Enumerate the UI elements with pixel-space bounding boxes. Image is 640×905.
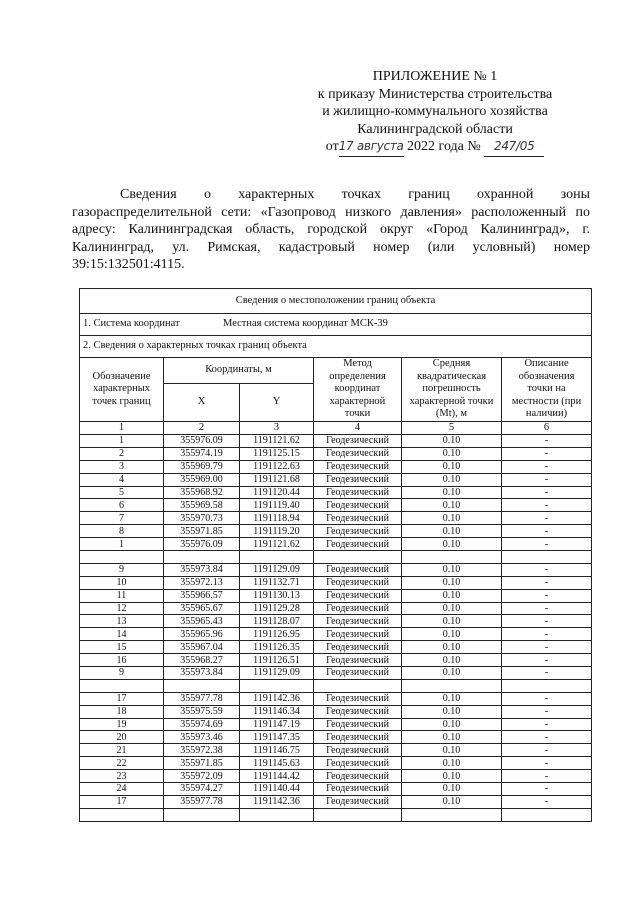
appendix-line-order: к приказу Министерства строительства <box>317 86 553 102</box>
x-coordinate-cell: 355973.84 <box>164 563 240 576</box>
column-number: 5 <box>402 421 502 435</box>
method-cell: Геодезический <box>314 783 402 796</box>
table-row <box>80 512 592 525</box>
description-cell: - <box>502 744 592 757</box>
y-coordinate-cell: 1191118.94 <box>240 512 314 525</box>
point-number-cell: 20 <box>80 731 164 744</box>
description-cell: - <box>502 460 592 473</box>
accuracy-cell: 0.10 <box>402 499 502 512</box>
y-coordinate-cell: 1191121.68 <box>240 473 314 486</box>
x-coordinate-cell: 355970.73 <box>164 512 240 525</box>
table-row <box>80 770 592 783</box>
method-cell: Геодезический <box>314 641 402 654</box>
accuracy-cell: 0.10 <box>402 473 502 486</box>
table-spacer-row <box>80 808 592 821</box>
table-row <box>80 654 592 667</box>
x-coordinate-cell: 355967.04 <box>164 641 240 654</box>
point-number-cell: 3 <box>80 460 164 473</box>
table-row <box>80 667 592 680</box>
x-coordinate-cell: 355968.92 <box>164 486 240 499</box>
empty-cell <box>80 808 164 821</box>
empty-cell <box>240 808 314 821</box>
col-method: Метод определения координат характерной точки <box>314 358 402 422</box>
col-designation: Обозначение характерных точек границ <box>80 358 164 422</box>
empty-cell <box>80 679 164 692</box>
x-coordinate-cell: 355966.57 <box>164 589 240 602</box>
table-row <box>80 744 592 757</box>
method-cell: Геодезический <box>314 576 402 589</box>
x-coordinate-cell: 355976.09 <box>164 538 240 551</box>
empty-cell <box>402 551 502 564</box>
table-row <box>80 783 592 796</box>
coordinate-system-row <box>80 314 592 336</box>
x-coordinate-cell: 355973.46 <box>164 731 240 744</box>
empty-cell <box>314 551 402 564</box>
y-coordinate-cell: 1191121.62 <box>240 538 314 551</box>
intro-text: Сведения о характерных точках границ охранной зоны газораспределительной сети: «Газопровод низкого давления» расположенный по адресу: Калининградская область, городской округ «Город Калининград», г. Калининград, ул. Римская, кадастровый номер (или условный) номер 39:15:132501:4115. <box>72 187 590 273</box>
col-x: X <box>164 383 240 421</box>
x-coordinate-cell: 355972.38 <box>164 744 240 757</box>
y-coordinate-cell: 1191130.13 <box>240 589 314 602</box>
empty-cell <box>502 808 592 821</box>
accuracy-cell: 0.10 <box>402 692 502 705</box>
x-coordinate-cell: 355968.27 <box>164 654 240 667</box>
column-number: 2 <box>164 421 240 435</box>
method-cell: Геодезический <box>314 705 402 718</box>
col-coordinates: Координаты, м <box>164 358 314 384</box>
accuracy-cell: 0.10 <box>402 447 502 460</box>
x-coordinate-cell: 355972.13 <box>164 576 240 589</box>
empty-cell <box>240 551 314 564</box>
table-row <box>80 576 592 589</box>
accuracy-cell: 0.10 <box>402 641 502 654</box>
x-coordinate-cell: 355976.09 <box>164 435 240 448</box>
accuracy-cell: 0.10 <box>402 435 502 448</box>
table-row <box>80 641 592 654</box>
column-number: 4 <box>314 421 402 435</box>
description-cell: - <box>502 654 592 667</box>
column-numbers-row <box>80 421 592 435</box>
y-coordinate-cell: 1191126.51 <box>240 654 314 667</box>
y-coordinate-cell: 1191128.07 <box>240 615 314 628</box>
description-cell: - <box>502 641 592 654</box>
method-cell: Геодезический <box>314 667 402 680</box>
description-cell: - <box>502 473 592 486</box>
x-coordinate-cell: 355965.67 <box>164 602 240 615</box>
description-cell: - <box>502 576 592 589</box>
accuracy-cell: 0.10 <box>402 615 502 628</box>
point-number-cell: 22 <box>80 757 164 770</box>
y-coordinate-cell: 1191147.19 <box>240 718 314 731</box>
point-number-cell: 19 <box>80 718 164 731</box>
empty-cell <box>402 679 502 692</box>
table-row <box>80 447 592 460</box>
method-cell: Геодезический <box>314 692 402 705</box>
x-coordinate-cell: 355977.78 <box>164 795 240 808</box>
x-coordinate-cell: 355977.78 <box>164 692 240 705</box>
x-coordinate-cell: 355973.84 <box>164 667 240 680</box>
description-cell: - <box>502 486 592 499</box>
accuracy-cell: 0.10 <box>402 512 502 525</box>
x-coordinate-cell: 355969.58 <box>164 499 240 512</box>
point-number-cell: 1 <box>80 435 164 448</box>
point-number-cell: 15 <box>80 641 164 654</box>
appendix-line-ministry: и жилищно-коммунального хозяйства <box>322 104 548 119</box>
method-cell: Геодезический <box>314 628 402 641</box>
handwritten-number: 247/05 <box>494 139 535 153</box>
empty-cell <box>502 679 592 692</box>
point-number-cell: 9 <box>80 667 164 680</box>
accuracy-cell: 0.10 <box>402 460 502 473</box>
description-cell: - <box>502 718 592 731</box>
x-coordinate-cell: 355969.00 <box>164 473 240 486</box>
method-cell: Геодезический <box>314 654 402 667</box>
point-number-cell: 18 <box>80 705 164 718</box>
empty-cell <box>240 679 314 692</box>
x-coordinate-cell: 355974.69 <box>164 718 240 731</box>
intro-paragraph <box>72 186 590 274</box>
description-cell: - <box>502 525 592 538</box>
method-cell: Геодезический <box>314 757 402 770</box>
point-number-cell: 6 <box>80 499 164 512</box>
empty-cell <box>80 551 164 564</box>
appendix-header <box>300 68 570 157</box>
table-row <box>80 615 592 628</box>
point-number-cell: 10 <box>80 576 164 589</box>
point-number-cell: 23 <box>80 770 164 783</box>
coordinate-system-label: 1. Система координат <box>83 318 180 330</box>
method-cell: Геодезический <box>314 525 402 538</box>
table-row <box>80 731 592 744</box>
accuracy-cell: 0.10 <box>402 770 502 783</box>
y-coordinate-cell: 1191121.62 <box>240 435 314 448</box>
x-coordinate-cell: 355974.27 <box>164 783 240 796</box>
column-number: 3 <box>240 421 314 435</box>
y-coordinate-cell: 1191147.35 <box>240 731 314 744</box>
accuracy-cell: 0.10 <box>402 718 502 731</box>
y-coordinate-cell: 1191132.71 <box>240 576 314 589</box>
x-coordinate-cell: 355974.19 <box>164 447 240 460</box>
accuracy-cell: 0.10 <box>402 538 502 551</box>
description-cell: - <box>502 589 592 602</box>
method-cell: Геодезический <box>314 538 402 551</box>
y-coordinate-cell: 1191142.36 <box>240 795 314 808</box>
y-coordinate-cell: 1191126.35 <box>240 641 314 654</box>
table-row <box>80 589 592 602</box>
table-row <box>80 563 592 576</box>
description-cell: - <box>502 783 592 796</box>
col-description: Описание обозначения точки на местности (при наличии) <box>502 358 592 422</box>
x-coordinate-cell: 355971.85 <box>164 525 240 538</box>
table-row <box>80 795 592 808</box>
accuracy-cell: 0.10 <box>402 486 502 499</box>
accuracy-cell: 0.10 <box>402 757 502 770</box>
accuracy-cell: 0.10 <box>402 783 502 796</box>
y-coordinate-cell: 1191146.75 <box>240 744 314 757</box>
method-cell: Геодезический <box>314 744 402 757</box>
table-row <box>80 486 592 499</box>
point-number-cell: 2 <box>80 447 164 460</box>
point-number-cell: 7 <box>80 512 164 525</box>
point-number-cell: 14 <box>80 628 164 641</box>
accuracy-cell: 0.10 <box>402 795 502 808</box>
column-number: 6 <box>502 421 592 435</box>
y-coordinate-cell: 1191145.63 <box>240 757 314 770</box>
point-number-cell: 11 <box>80 589 164 602</box>
x-coordinate-cell: 355969.79 <box>164 460 240 473</box>
column-number: 1 <box>80 421 164 435</box>
empty-cell <box>314 679 402 692</box>
table-row <box>80 435 592 448</box>
table-row <box>80 460 592 473</box>
point-number-cell: 9 <box>80 563 164 576</box>
col-y: Y <box>240 383 314 421</box>
y-coordinate-cell: 1191129.09 <box>240 563 314 576</box>
point-number-cell: 17 <box>80 692 164 705</box>
table-row <box>80 705 592 718</box>
method-cell: Геодезический <box>314 563 402 576</box>
method-cell: Геодезический <box>314 447 402 460</box>
empty-cell <box>502 551 592 564</box>
point-number-cell: 16 <box>80 654 164 667</box>
accuracy-cell: 0.10 <box>402 576 502 589</box>
y-coordinate-cell: 1191119.20 <box>240 525 314 538</box>
empty-cell <box>402 808 502 821</box>
x-coordinate-cell: 355965.96 <box>164 628 240 641</box>
method-cell: Геодезический <box>314 770 402 783</box>
y-coordinate-cell: 1191120.44 <box>240 486 314 499</box>
description-cell: - <box>502 435 592 448</box>
coordinate-system-value: Местная система координат МСК-39 <box>223 318 388 330</box>
table-row <box>80 602 592 615</box>
accuracy-cell: 0.10 <box>402 563 502 576</box>
accuracy-cell: 0.10 <box>402 667 502 680</box>
method-cell: Геодезический <box>314 512 402 525</box>
empty-cell <box>164 808 240 821</box>
y-coordinate-cell: 1191142.36 <box>240 692 314 705</box>
description-cell: - <box>502 499 592 512</box>
accuracy-cell: 0.10 <box>402 525 502 538</box>
method-cell: Геодезический <box>314 589 402 602</box>
description-cell: - <box>502 447 592 460</box>
handwritten-date: 17 августа <box>338 139 404 153</box>
y-coordinate-cell: 1191144.42 <box>240 770 314 783</box>
description-cell: - <box>502 538 592 551</box>
description-cell: - <box>502 705 592 718</box>
y-coordinate-cell: 1191129.09 <box>240 667 314 680</box>
table-row <box>80 538 592 551</box>
accuracy-cell: 0.10 <box>402 654 502 667</box>
method-cell: Геодезический <box>314 473 402 486</box>
description-cell: - <box>502 602 592 615</box>
description-cell: - <box>502 731 592 744</box>
table-row <box>80 499 592 512</box>
y-coordinate-cell: 1191126.95 <box>240 628 314 641</box>
accuracy-cell: 0.10 <box>402 744 502 757</box>
method-cell: Геодезический <box>314 435 402 448</box>
point-number-cell: 21 <box>80 744 164 757</box>
date-prefix: от <box>325 139 339 154</box>
x-coordinate-cell: 355971.85 <box>164 757 240 770</box>
description-cell: - <box>502 615 592 628</box>
table-row <box>80 757 592 770</box>
accuracy-cell: 0.10 <box>402 589 502 602</box>
empty-cell <box>314 808 402 821</box>
y-coordinate-cell: 1191119.40 <box>240 499 314 512</box>
y-coordinate-cell: 1191125.15 <box>240 447 314 460</box>
boundary-points-table <box>79 288 592 822</box>
appendix-date-line <box>300 138 570 157</box>
table-spacer-row <box>80 679 592 692</box>
description-cell: - <box>502 563 592 576</box>
method-cell: Геодезический <box>314 486 402 499</box>
point-number-cell: 13 <box>80 615 164 628</box>
method-cell: Геодезический <box>314 718 402 731</box>
description-cell: - <box>502 757 592 770</box>
point-number-cell: 24 <box>80 783 164 796</box>
y-coordinate-cell: 1191146.34 <box>240 705 314 718</box>
method-cell: Геодезический <box>314 795 402 808</box>
points-section-title: 2. Сведения о характерных точках границ объекта <box>80 336 592 358</box>
y-coordinate-cell: 1191122.63 <box>240 460 314 473</box>
x-coordinate-cell: 355965.43 <box>164 615 240 628</box>
y-coordinate-cell: 1191129.28 <box>240 602 314 615</box>
table-row <box>80 473 592 486</box>
method-cell: Геодезический <box>314 731 402 744</box>
point-number-cell: 12 <box>80 602 164 615</box>
method-cell: Геодезический <box>314 499 402 512</box>
appendix-line-region: Калининградской области <box>357 121 513 137</box>
point-number-cell: 17 <box>80 795 164 808</box>
appendix-title: ПРИЛОЖЕНИЕ № 1 <box>372 69 498 84</box>
description-cell: - <box>502 795 592 808</box>
point-number-cell: 1 <box>80 538 164 551</box>
x-coordinate-cell: 355975.59 <box>164 705 240 718</box>
point-number-cell: 5 <box>80 486 164 499</box>
table-spacer-row <box>80 551 592 564</box>
y-coordinate-cell: 1191140.44 <box>240 783 314 796</box>
empty-cell <box>164 679 240 692</box>
accuracy-cell: 0.10 <box>402 602 502 615</box>
description-cell: - <box>502 628 592 641</box>
method-cell: Геодезический <box>314 460 402 473</box>
description-cell: - <box>502 667 592 680</box>
table-title: Сведения о местоположении границ объекта <box>80 289 592 314</box>
col-accuracy: Средняя квадратическая погрешность характерной точки (Mt), м <box>402 358 502 422</box>
table-row <box>80 692 592 705</box>
table-row <box>80 718 592 731</box>
date-suffix: 2022 года № <box>407 139 481 154</box>
accuracy-cell: 0.10 <box>402 705 502 718</box>
method-cell: Геодезический <box>314 602 402 615</box>
description-cell: - <box>502 692 592 705</box>
method-cell: Геодезический <box>314 615 402 628</box>
table-row <box>80 525 592 538</box>
description-cell: - <box>502 770 592 783</box>
x-coordinate-cell: 355972.09 <box>164 770 240 783</box>
point-number-cell: 4 <box>80 473 164 486</box>
accuracy-cell: 0.10 <box>402 731 502 744</box>
accuracy-cell: 0.10 <box>402 628 502 641</box>
description-cell: - <box>502 512 592 525</box>
empty-cell <box>164 551 240 564</box>
table-row <box>80 628 592 641</box>
point-number-cell: 8 <box>80 525 164 538</box>
